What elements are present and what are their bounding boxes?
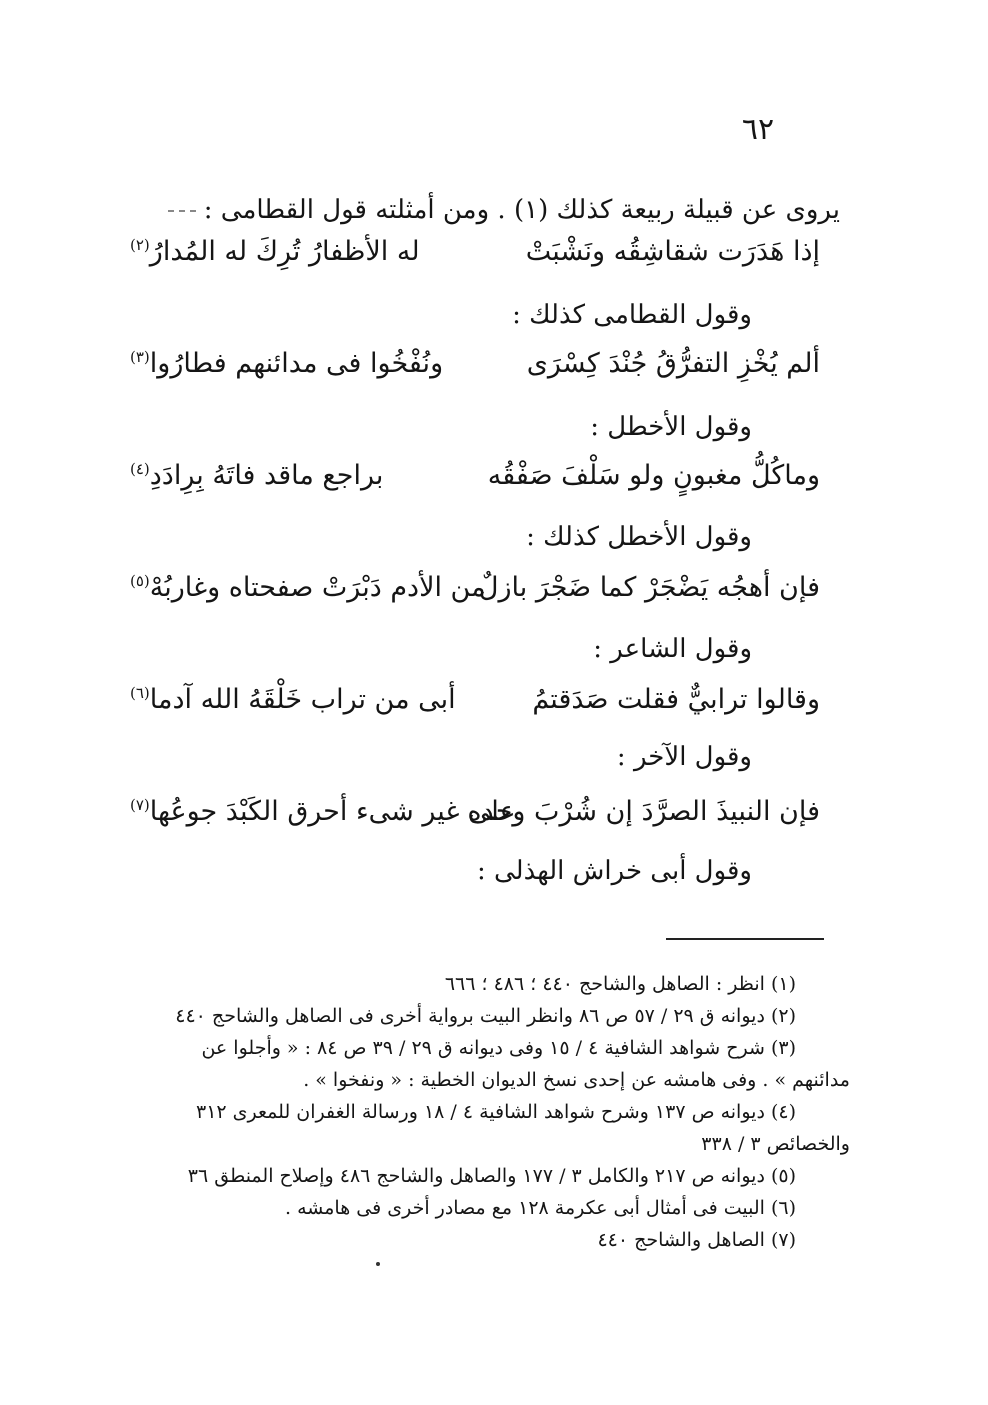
verse-3 [130, 460, 820, 506]
intro-text: يروى عن قبيلة ربيعة كذلك (١) . ومن أمثلته قول القطامى : [203, 195, 840, 225]
footnote-4-continued: والخصائص ٣ / ٣٣٨ [701, 1133, 850, 1155]
verse-1 [130, 236, 820, 282]
verse-5-second-hemistich [130, 684, 456, 715]
verse-6 [130, 796, 820, 842]
verse-5 [130, 684, 820, 730]
leading-dash-mark [168, 210, 196, 212]
verse-2-second-hemistich-text: ونُفْخُوا فى مدائنهم فطارُوا [149, 348, 444, 379]
verse-6-second-hemistich-text: على غير شىء أحرق الكَبْدَ جوعُها [149, 796, 516, 827]
footnote-3: (٣) شرح شواهد الشافية ٤ / ١٥ وفى ديوانه ق ٢٩ / ٣٩ ص ٨٤ : « وأجلوا عن [201, 1037, 796, 1059]
verse-6-intro: وقول الآخر : [616, 742, 752, 772]
page-number: ٦٢ [741, 112, 775, 147]
intro-paragraph [80, 190, 840, 230]
verse-6-second-hemistich [130, 796, 516, 827]
footnote-ref-5: (٥) [130, 572, 150, 590]
footnote-3-continued: مدائنهم » . وفى هامشه عن إحدى نسخ الديوان الخطية : « ونفخوا » . [303, 1069, 850, 1091]
verse-2-second-hemistich [130, 348, 443, 379]
verse-2-first-hemistich: ألم يُخْزِ التفرُّقُ جُنْدَ كِسْرَى [526, 348, 820, 379]
verse-3-first-hemistich: وماكُلُّ مغبونٍ ولو سَلْفَ صَفْقُه [487, 460, 820, 491]
footnotes [150, 968, 850, 1256]
verse-5-second-hemistich-text: أبى من تراب خَلْقَهُ الله آدما [149, 684, 456, 715]
footnote-ref-4: (٤) [130, 460, 150, 478]
stray-dot-mark [376, 1262, 380, 1266]
verse-3-second-hemistich [130, 460, 383, 491]
footnote-5: (٥) ديوانه ص ٢١٧ والكامل ٣ / ١٧٧ والصاهل والشاحج ٤٨٦ وإصلاح المنطق ٣٦ [187, 1165, 796, 1187]
footnote-ref-6: (٦) [130, 684, 150, 702]
footnote-6: (٦) البيت فى أمثال أبى عكرمة ١٢٨ مع مصادر أخرى فى هامشه . [285, 1197, 796, 1219]
footnote-ref-2: (٢) [130, 236, 150, 254]
footnote-7: (٧) الصاهل والشاحج ٤٤٠ [597, 1229, 796, 1251]
verse-1-first-hemistich: إذا هَدَرَت شقاشِقُه ونَشْبَتْ [525, 236, 820, 267]
verse-1-second-hemistich [130, 236, 420, 267]
verse-2 [130, 348, 820, 394]
verse-1-second-hemistich-text: له الأظفارُ تُرِكَ له المُدارُ [149, 236, 420, 267]
verse-6-first-hemistich: فإن النبيذَ الصرَّدَ إن شُرْبَ وحده [467, 796, 820, 827]
verse-4-second-hemistich-text: من الأدم دَبْرَتْ صفحتاه وغاربُهْ [149, 572, 486, 603]
verse-4 [130, 572, 820, 618]
footnote-ref-3: (٣) [130, 348, 150, 366]
verse-4-first-hemistich: فإن أهجُه يَضْجَرْ كما ضَجْرَ بازلٌ [478, 572, 820, 603]
verse-5-first-hemistich: وقالوا ترابيٌّ فقلت صَدَقتمُ [532, 684, 820, 715]
footnote-ref-7: (٧) [130, 796, 150, 814]
footnote-separator [666, 938, 824, 940]
verse-3-intro: وقول الأخطل : [590, 412, 752, 442]
closing-intro: وقول أبى خراش الهذلى : [476, 856, 752, 886]
verse-3-second-hemistich-text: براجع ماقد فاتَهُ بِرِادَدِ [149, 460, 384, 491]
footnote-4: (٤) ديوانه ص ١٣٧ وشرح شواهد الشافية ٤ / ١٨ ورسالة الغفران للمعرى ٣١٢ [195, 1101, 796, 1123]
verse-4-second-hemistich [130, 572, 486, 603]
footnote-2: (٢) ديوانه ق ٢٩ / ٥٧ ص ٨٦ وانظر البيت برواية أخرى فى الصاهل والشاحج ٤٤٠ [175, 1005, 796, 1027]
verse-2-intro: وقول القطامى كذلك : [512, 300, 752, 330]
verse-4-intro: وقول الأخطل كذلك : [526, 522, 752, 552]
verse-5-intro: وقول الشاعر : [593, 634, 752, 664]
footnote-1: (١) انظر : الصاهل والشاحج ٤٤٠ ؛ ٤٨٦ ؛ ٦٦٦ [444, 973, 796, 995]
